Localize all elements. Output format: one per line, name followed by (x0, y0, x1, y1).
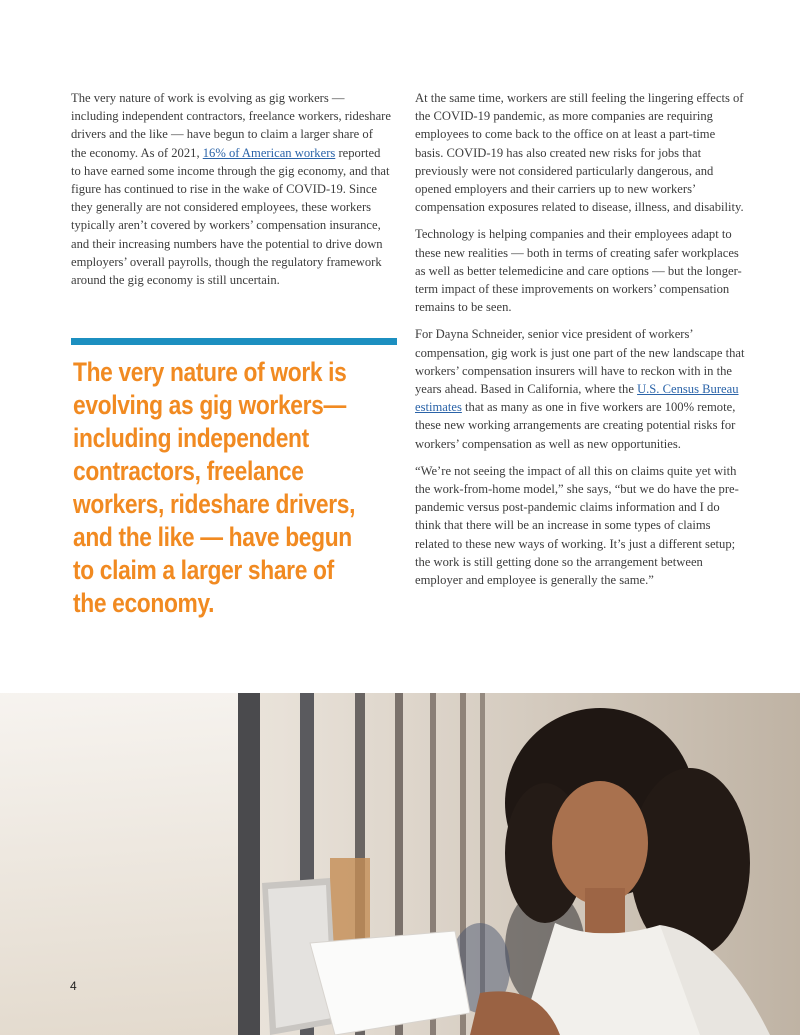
right-paragraph-3 (415, 325, 745, 452)
page-number: 4 (70, 979, 77, 993)
right-column (415, 89, 745, 598)
census-bureau-link[interactable]: U.S. Census Bureau estimates (415, 382, 739, 415)
text-span: For Dayna Schneider, senior vice president of workers’ compensation, gig work is just one part of the new landscape that workers’ compensation insurers will have to reckon with in the years ahead. Based in California, where the (415, 327, 745, 397)
text-span: reported to have earned some income through the gig economy, and that figure has continued to rise in the wake of COVID-19. Since they generally are not considered employees, these workers typically aren’t covered by workers’ compensation insurance, and their increasing numbers have the potential to drive down employers’ overall payrolls, though the regulatory framework around the gig economy is still uncertain. (71, 145, 390, 288)
left-column (71, 89, 391, 298)
woman-working-photo (0, 693, 800, 1035)
text-span: The very nature of work is evolving as gig workers — including independent contractors, freelance workers, rideshare drivers and the like — have begun to claim a larger share of the economy. As of 2021, (71, 91, 391, 160)
left-paragraph (71, 89, 391, 289)
text-span: that as many as one in five workers are 100% remote, these new working arrangements are creating potential risks for workers’ compensation as well as new opportunities. (415, 400, 736, 451)
pull-quote: The very nature of work is evolving as gig workers— including independent contractors, freelance workers, rideshare drivers, and the like — have begun to claim a larger share of the economy. (73, 357, 356, 618)
photo-illustration (0, 693, 800, 1035)
american-workers-link[interactable]: 16% of American workers (202, 145, 336, 160)
pull-quote-rule (71, 338, 397, 345)
right-paragraph-4: “We’re not seeing the impact of all this on claims quite yet with the work-from-home model,” she says, “but we do have the pre-pandemic versus post-pandemic claims information and I do think that there will be an increase in some types of claims related to these new ways of working. It’s just a different setup; the work is still getting done so the arrangement between employer and employee is generally the same.” (415, 463, 739, 588)
right-paragraph-1: At the same time, workers are still feeling the lingering effects of the COVID-19 pandemic, as more companies are requiring employees to come back to the office on at least a part-time basis. COVID-19 has also created new risks for jobs that previously were not considered particularly dangerous, and opened employers and their carriers up to new workers’ compensation exposures related to disease, illness, and disability. (415, 91, 744, 215)
right-paragraph-2: Technology is helping companies and their employees adapt to these new realities — both in terms of creating safer workplaces as well as better telemedicine and care options — but the longer-term impact of these improvements on workers’ compensation remains to be seen. (415, 227, 742, 315)
